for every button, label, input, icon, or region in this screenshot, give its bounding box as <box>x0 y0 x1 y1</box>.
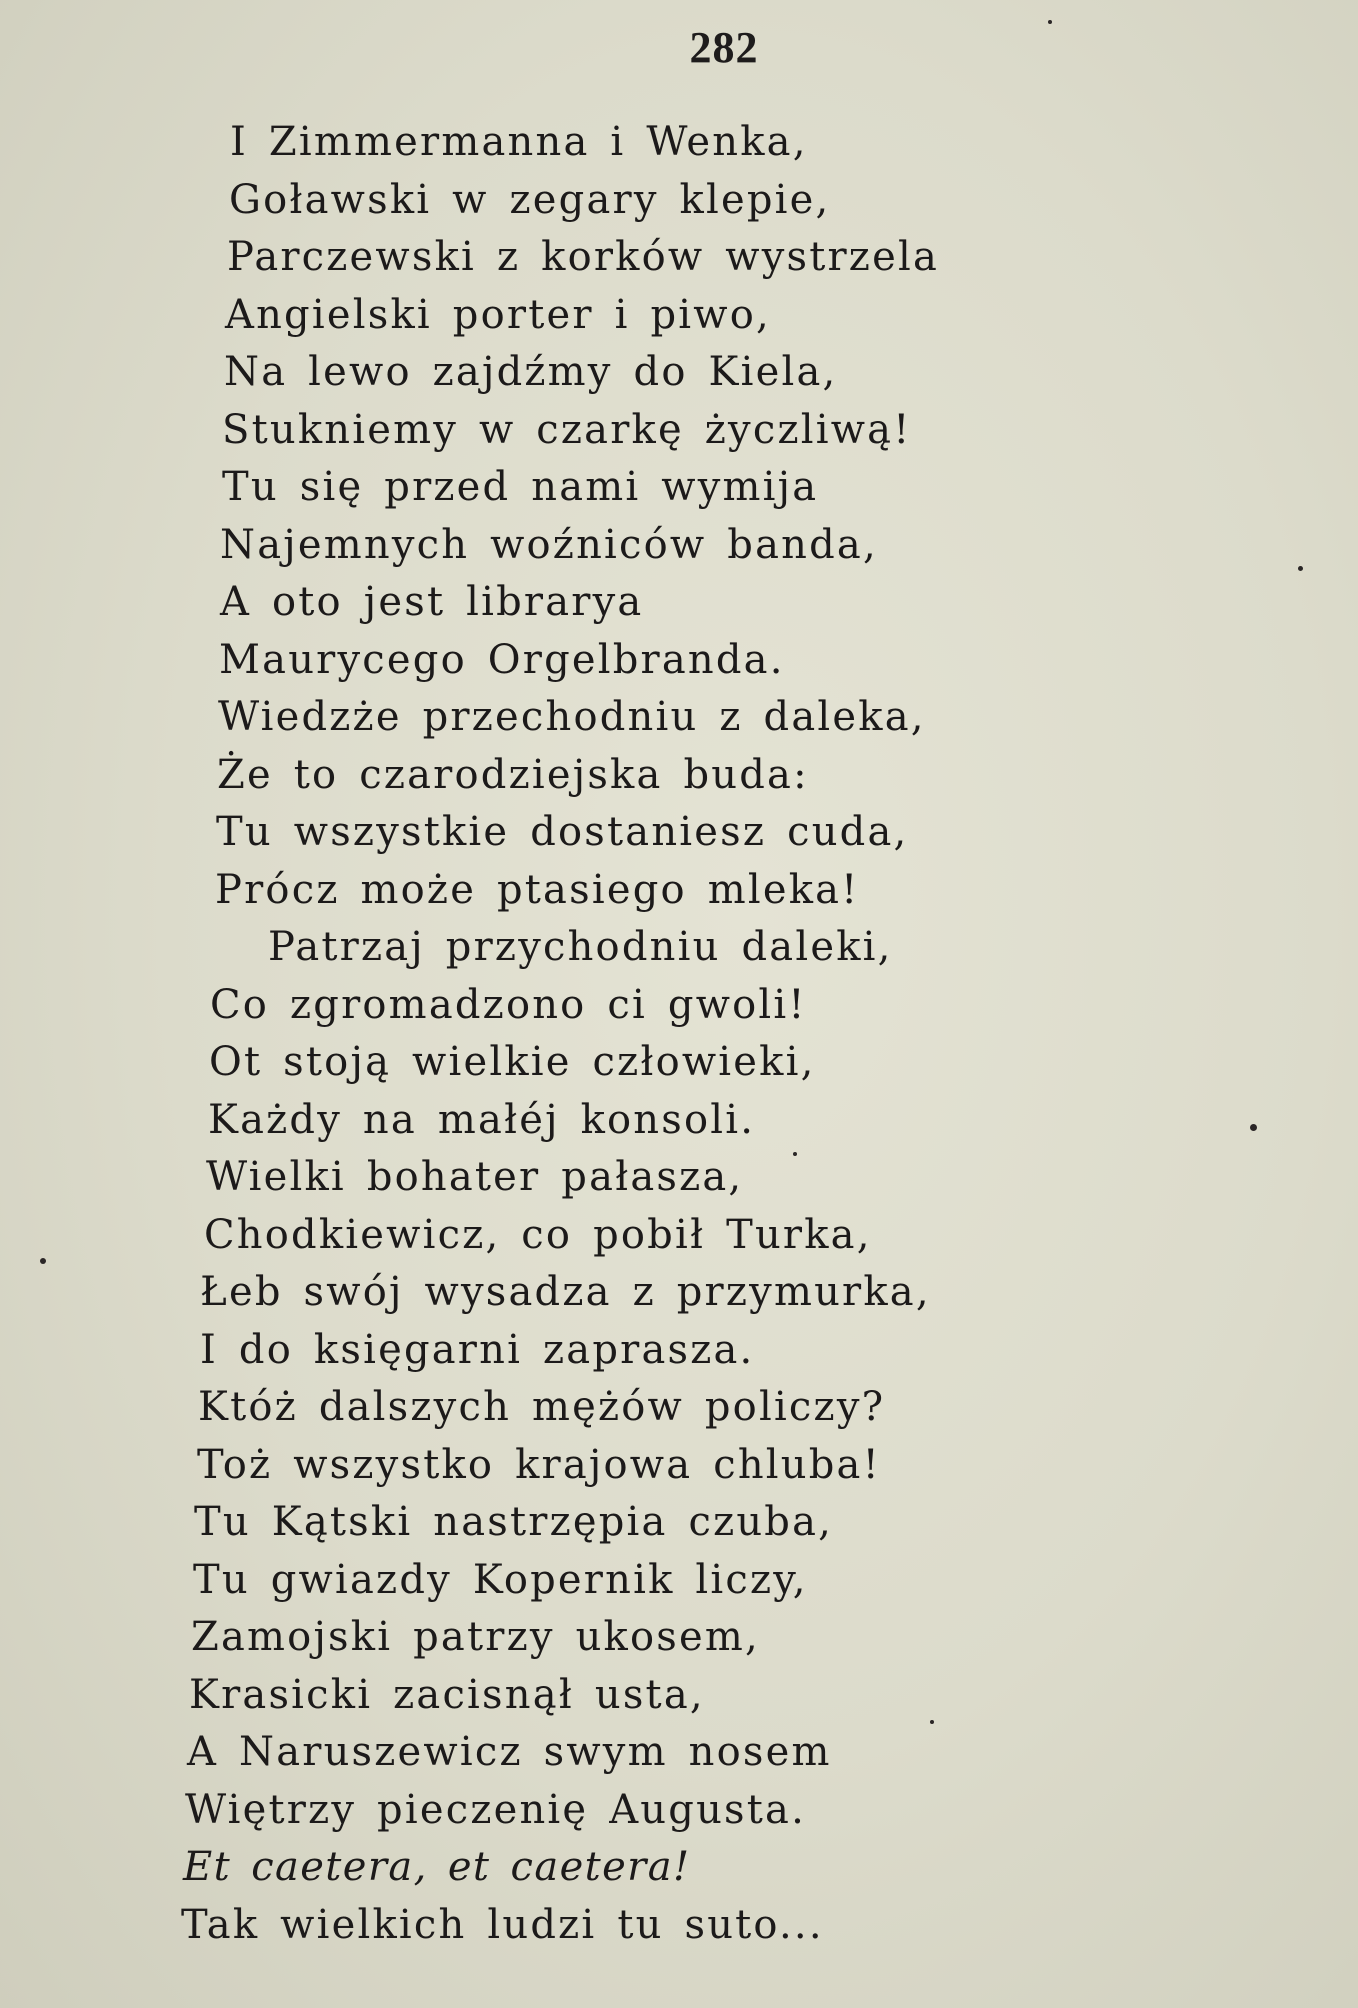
paper-speck <box>40 1258 46 1264</box>
poem-line: Każdy na małéj konsoli. <box>208 1096 756 1143</box>
poem-line: Więtrzy pieczenię Augusta. <box>185 1786 806 1833</box>
paper-speck <box>1250 1124 1257 1131</box>
poem-line: Goławski w zegary klepie, <box>229 176 831 223</box>
poem-line: Tu wszystkie dostaniesz cuda, <box>216 809 909 855</box>
poem-line: Ot stoją wielkie człowieki, <box>209 1039 816 1085</box>
poem-line: Patrzaj przychodniu daleki, <box>268 924 893 970</box>
poem-line: Angielski porter i piwo, <box>225 291 771 338</box>
poem-line: Wiedzże przechodniu z daleka, <box>218 694 926 740</box>
poem-text <box>0 114 1358 1954</box>
poem-line: Toż wszystko krajowa chluba! <box>197 1441 881 1488</box>
paper-speck <box>930 1720 934 1724</box>
poem-line: Parczewski z korków wystrzela <box>227 234 939 280</box>
paper-speck <box>1298 566 1303 571</box>
paper-speck <box>793 1152 797 1156</box>
poem-line: Któż dalszych mężów policzy? <box>198 1384 886 1430</box>
poem-line: Że to czarodziejska buda: <box>217 751 809 798</box>
poem-line: Stukniemy w czarkę życzliwą! <box>222 406 912 453</box>
poem-line: Najemnych woźniców banda, <box>220 521 878 568</box>
poem-line: Łeb swój wysadza z przymurka, <box>200 1269 931 1315</box>
poem-line: Maurycego Orgelbranda. <box>219 636 785 683</box>
poem-line: Krasicki zacisnął usta, <box>189 1671 705 1718</box>
poem-line: I Zimmermanna i Wenka, <box>230 119 808 165</box>
poem-line: Tak wielkich ludzi tu suto... <box>181 1901 824 1948</box>
poem-line: Et caetera, et caetera! <box>183 1844 691 1890</box>
poem-line: Wielki bohater pałasza, <box>206 1154 744 1200</box>
poem-line: Na lewo zajdźmy do Kiela, <box>224 349 838 395</box>
poem-line: A Naruszewicz swym nosem <box>187 1729 832 1775</box>
poem-line: Tu gwiazdy Kopernik liczy, <box>193 1556 808 1603</box>
page-number: 282 <box>689 23 759 72</box>
poem-line: Zamojski patrzy ukosem, <box>191 1614 760 1660</box>
poem-line: Tu Kątski nastrzępia czuba, <box>194 1499 834 1545</box>
paper-speck <box>1048 20 1052 24</box>
poem-line: Chodkiewicz, co pobił Turka, <box>204 1211 872 1258</box>
poem-line: A oto jest librarya <box>220 579 644 625</box>
poem-line: Tu się przed nami wymija <box>222 464 819 510</box>
poem-line: Prócz może ptasiego mleka! <box>215 866 860 913</box>
poem-line: Co zgromadzono ci gwoli! <box>210 981 807 1028</box>
poem-line: I do księgarni zaprasza. <box>200 1326 755 1373</box>
